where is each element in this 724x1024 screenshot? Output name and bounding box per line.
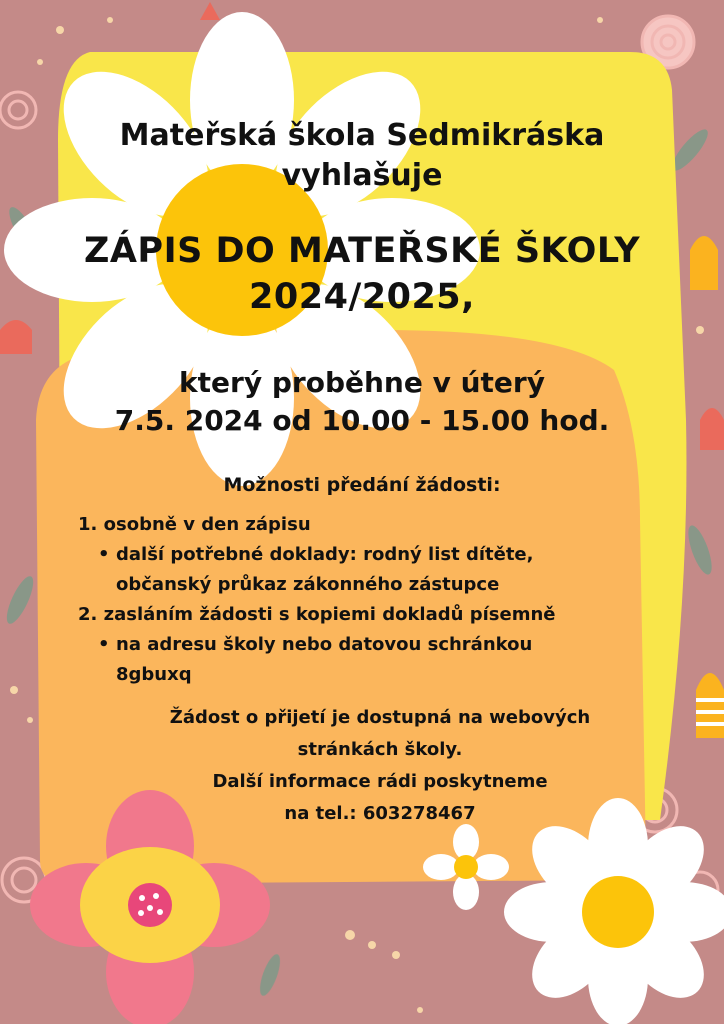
- availability-line-1: Žádost o přijetí je dostupná na webových: [169, 707, 591, 728]
- option-1-detail-line-2: občanský průkaz zákonného zástupce: [116, 574, 500, 595]
- option-2-detail: [78, 630, 678, 690]
- availability-line-2: stránkách školy.: [297, 739, 463, 760]
- title-line-1: ZÁPIS DO MATEŘSKÉ ŠKOLY: [83, 231, 641, 271]
- bullet-icon: •: [98, 634, 110, 655]
- contact-line-1: Další informace rádi poskytneme: [212, 771, 548, 792]
- title-line-2: 2024/2025,: [249, 277, 475, 317]
- school-name: Mateřská škola Sedmikráska: [119, 118, 605, 153]
- option-2-detail-line-2: 8gbuxq: [116, 664, 192, 685]
- when-line-1: který proběhne v úterý: [179, 366, 545, 399]
- enrollment-date: [0, 364, 724, 440]
- option-1-detail-line-1: další potřebné doklady: rodný list dítěte,: [116, 544, 534, 565]
- options-list: [78, 510, 678, 690]
- contact-line-2: na tel.: 603278467: [284, 803, 476, 824]
- announces-text: vyhlašuje: [281, 158, 443, 193]
- option-1-detail: [78, 540, 678, 600]
- bullet-icon: •: [98, 544, 110, 565]
- availability-note: [100, 702, 660, 766]
- when-line-2: 7.5. 2024 od 10.00 - 15.00 hod.: [114, 404, 610, 437]
- option-2: 2. zasláním žádosti s kopiemi dokladů písemně: [78, 604, 556, 625]
- enrollment-title: [0, 228, 724, 320]
- options-title: Možnosti předání žádosti:: [223, 474, 501, 496]
- school-heading: [0, 116, 724, 196]
- contact-note: [100, 766, 660, 830]
- option-2-detail-line-1: na adresu školy nebo datovou schránkou: [116, 634, 533, 655]
- option-1: 1. osobně v den zápisu: [78, 514, 311, 535]
